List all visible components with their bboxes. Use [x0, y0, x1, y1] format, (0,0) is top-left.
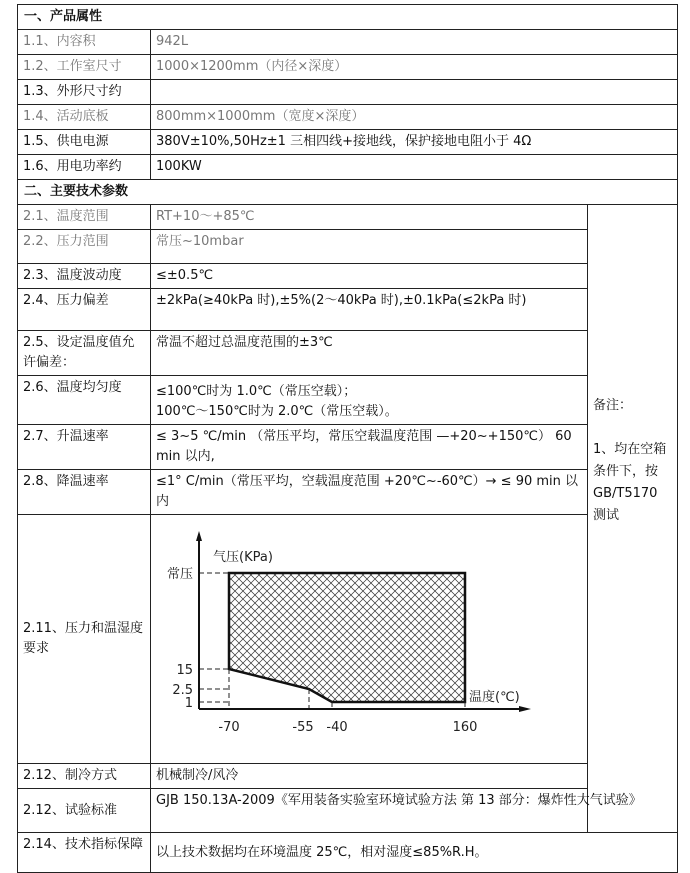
- label-floor-plate: 1.4、活动底板: [18, 105, 151, 130]
- value-temp-uniformity-1: ≤100℃时为 1.0℃（常压空载）；: [156, 384, 357, 399]
- value-temp-uniformity-2: 100℃～150℃时为 2.0℃（常压空载）。: [156, 404, 398, 419]
- value-volume: 942L: [151, 30, 678, 55]
- x-tick-label: 160: [452, 720, 478, 735]
- label-chamber-size: 1.2、工作室尺寸: [18, 55, 151, 80]
- y-axis-label: 气压(KPa): [213, 550, 273, 565]
- label-power: 1.6、用电功率约: [18, 155, 151, 180]
- value-pressure-deviation: ±2kPa(≥40kPa 时),±5%(2～40kPa 时),±0.1kPa(≤2kPa 时): [151, 289, 588, 331]
- pressure-temperature-chart: [151, 515, 588, 762]
- x-tick-label: -70: [218, 720, 240, 735]
- value-refrigeration: 机械制冷/风冷: [151, 764, 588, 789]
- value-chamber-size: 1000×1200mm（内径×深度）: [151, 55, 678, 80]
- value-test-standard: GJB 150.13A-2009《军用装备实验室环境试验方法 第 13 部分：爆炸性大气试验》: [151, 789, 678, 833]
- label-pressure-range: 2.2、压力范围: [18, 230, 151, 264]
- value-power: 100KW: [151, 155, 678, 180]
- operating-region: [229, 573, 465, 702]
- value-cooling-rate: ≤1° C/min（常压平均，空载温度范围 +20℃~-60℃）→ ≤ 90 min 以内: [151, 470, 588, 515]
- label-pressure-temp-req: 2.11、压力和温湿度要求: [18, 515, 151, 764]
- label-guarantee: 2.14、技术指标保障: [18, 833, 151, 873]
- value-temp-deviation: 常温不超过总温度范围的±3℃: [151, 331, 588, 376]
- x-tick-label: -40: [326, 720, 348, 735]
- label-temp-uniformity: 2.6、温度均匀度: [18, 376, 151, 425]
- label-outer-size: 1.3、外形尺寸约: [18, 80, 151, 105]
- section-2-title: 二、主要技术参数: [18, 180, 678, 205]
- notes-title: 备注：: [593, 398, 633, 413]
- label-volume: 1.1、内容积: [18, 30, 151, 55]
- x-axis-label: 温度(℃): [469, 690, 520, 705]
- x-tick-label: -55: [292, 720, 314, 735]
- label-temp-deviation: 2.5、设定温度值允许偏差：: [18, 331, 151, 376]
- y-tick-label: 常压: [166, 567, 193, 582]
- value-temp-fluctuation: ≤±0.5℃: [151, 264, 588, 289]
- y-tick-label: 15: [176, 663, 193, 678]
- label-pressure-deviation: 2.4、压力偏差: [18, 289, 151, 331]
- x-axis-arrow-icon: [519, 706, 531, 712]
- value-guarantee: 以上技术数据均在环境温度 25℃，相对湿度≤85%R.H。: [151, 833, 678, 873]
- notes-cell: [588, 205, 678, 833]
- label-heating-rate: 2.7、升温速率: [18, 425, 151, 470]
- label-temp-range: 2.1、温度范围: [18, 205, 151, 230]
- label-power-supply: 1.5、供电电源: [18, 130, 151, 155]
- value-heating-rate: ≤ 3~5 ℃/min （常压平均，常压空载温度范围 —+20~+150℃） 60 min 以内,: [151, 425, 588, 470]
- y-axis-arrow-icon: [196, 531, 202, 541]
- label-cooling-rate: 2.8、降温速率: [18, 470, 151, 515]
- value-temp-range: RT+10～+85℃: [151, 205, 588, 230]
- value-power-supply: 380V±10%,50Hz±1 三相四线+接地线，保护接地电阻小于 4Ω: [151, 130, 678, 155]
- y-tick-label: 2.5: [172, 683, 193, 698]
- label-refrigeration: 2.12、制冷方式: [18, 764, 151, 789]
- value-floor-plate: 800mm×1000mm（宽度×深度）: [151, 105, 678, 130]
- value-outer-size: [151, 80, 678, 105]
- section-1-title: 一、产品属性: [18, 5, 678, 30]
- value-pressure-range: 常压~10mbar: [151, 230, 588, 264]
- label-test-standard: 2.12、试验标准: [18, 789, 151, 833]
- notes-text: 1、均在空箱条件下，按 GB/T5170 测试: [593, 442, 667, 523]
- y-tick-label: 1: [184, 696, 193, 711]
- label-temp-fluctuation: 2.3、温度波动度: [18, 264, 151, 289]
- spec-table: [17, 4, 678, 873]
